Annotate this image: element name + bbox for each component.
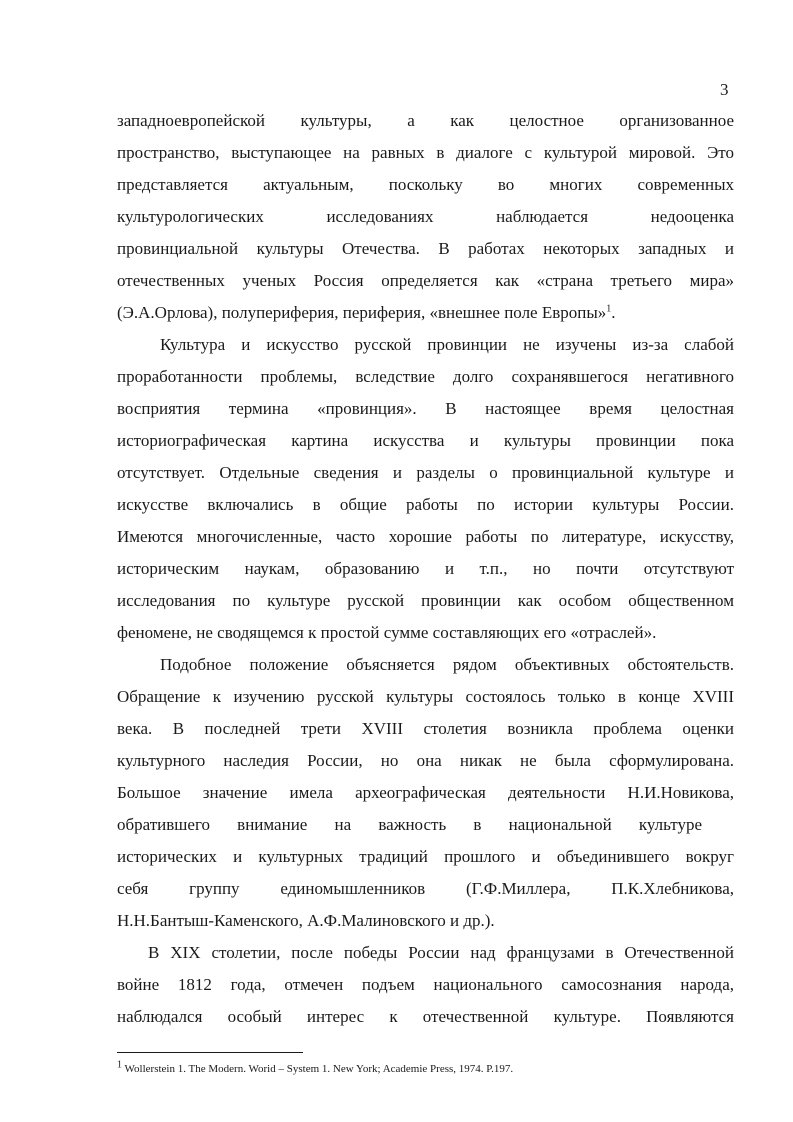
text-line: историографическая картина искусства и культуры провинции пока xyxy=(117,431,734,450)
text-line: западноевропейской культуры, а как целостное организованное xyxy=(117,111,734,130)
text-line: обратившего внимание на важность в национальной культуре xyxy=(117,815,702,834)
footnote-text: Wollerstein 1. The Modern. Worid – System 1. New York; Academie Press, 1974. P.197. xyxy=(122,1063,514,1075)
text-line: Подобное положение объясняется рядом объективных обстоятельств. xyxy=(160,655,734,674)
text-line: Имеются многочисленные, часто хорошие работы по литературе, искусству, xyxy=(117,527,734,546)
text-line: войне 1812 года, отмечен подъем национального самосознания народа, xyxy=(117,975,734,994)
text-line: века. В последней трети XVIII столетия возникла проблема оценки xyxy=(117,719,734,738)
text-line: себя группу единомышленников (Г.Ф.Миллера, П.К.Хлебникова, xyxy=(117,879,734,898)
footnote xyxy=(117,1059,514,1075)
text-line xyxy=(117,303,734,323)
text-line: отечественных ученых Россия определяется как «страна третьего мира» xyxy=(117,271,734,290)
line-end-punctuation: . xyxy=(611,303,616,322)
footnote-rule xyxy=(117,1052,303,1053)
text-line: провинциальной культуры Отечества. В работах некоторых западных и xyxy=(117,239,734,258)
text-line: В XIX столетии, после победы России над французами в Отечественной xyxy=(148,943,734,962)
page-number: 3 xyxy=(720,80,729,99)
text-line: искусстве включались в общие работы по истории культуры России. xyxy=(117,495,734,514)
text-line: культурологических исследованиях наблюдается недооценка xyxy=(117,207,734,226)
text-line: проработанности проблемы, вследствие долго сохранявшегося негативного xyxy=(117,367,734,386)
text-line-content: (Э.А.Орлова), полупериферия, периферия, «внешнее поле Европы» xyxy=(117,303,607,322)
text-line: восприятия термина «провинция». В настоящее время целостная xyxy=(117,399,734,418)
footnote-reference: 1 xyxy=(606,303,612,315)
text-line: наблюдался особый интерес к отечественной культуре. Появляются xyxy=(117,1007,734,1026)
footnote-marker: 1 xyxy=(117,1059,122,1071)
text-line: Большое значение имела археографическая деятельности Н.И.Новикова, xyxy=(117,783,734,802)
text-line: исследования по культуре русской провинции как особом общественном xyxy=(117,591,734,610)
text-line: культурного наследия России, но она никак не была сформулирована. xyxy=(117,751,734,770)
text-line: Н.Н.Бантыш-Каменского, А.Ф.Малиновского и др.). xyxy=(117,911,495,930)
text-line: отсутствует. Отдельные сведения и разделы о провинциальной культуре и xyxy=(117,463,734,482)
text-line: пространство, выступающее на равных в диалоге с культурой мировой. Это xyxy=(117,143,734,162)
text-line: феномене, не сводящемся к простой сумме составляющих его «отраслей». xyxy=(117,623,657,642)
text-line: представляется актуальным, поскольку во многих современных xyxy=(117,175,734,194)
text-line: Культура и искусство русской провинции не изучены из-за слабой xyxy=(160,335,734,354)
text-line: Обращение к изучению русской культуры состоялось только в конце XVIII xyxy=(117,687,734,706)
text-line: историческим наукам, образованию и т.п., но почти отсутствуют xyxy=(117,559,734,578)
text-line: исторических и культурных традиций прошлого и объединившего вокруг xyxy=(117,847,734,866)
